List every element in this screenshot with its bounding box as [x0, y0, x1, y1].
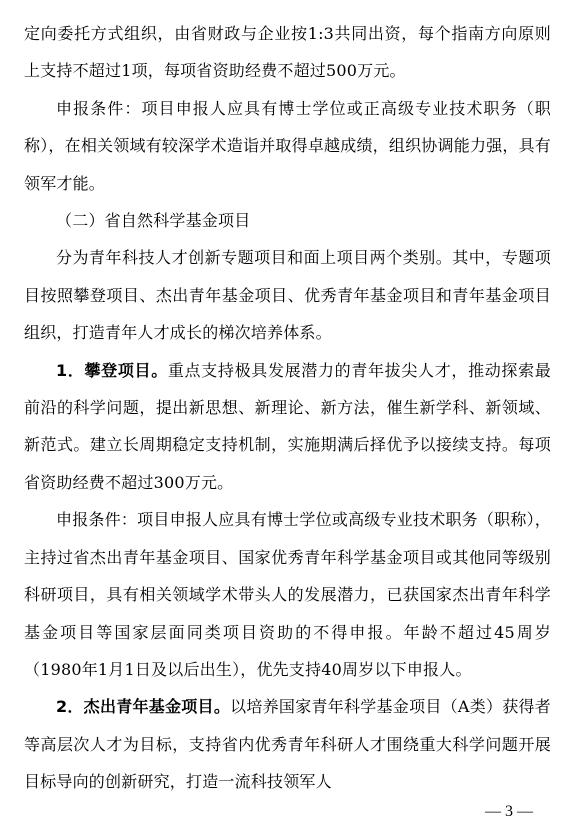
paragraph-conditions-1: 申报条件：项目申报人应具有博士学位或正高级专业技术职务（职称），在相关领域有较深学术造诣并取得卓越成绩，组织协调能力强，具有领军才能。	[24, 98, 551, 193]
paragraph-funding: 定向委托方式组织，由省财政与企业按1:3共同出资，每个指南方向原则上支持不超过1项，每项省资助经费不超过500万元。	[24, 24, 551, 81]
page-number: — 3 —	[485, 803, 533, 820]
paragraph-conditions-2: 申报条件：项目申报人应具有博士学位或高级专业技术职务（职称），主持过省杰出青年基金项目、国家优秀青年科学基金项目或其他同等级别科研项目，具有相关领域学术带头人的发展潜力，已获国家杰出青年科学基金项目等国家层面同类项目资助的不得申报。年龄不超过45周岁（1980年1月1日及以后出生），优先支持40周岁以下申报人。	[24, 510, 551, 679]
paragraph-categories: 分为青年科技人才创新专题项目和面上项目两个类别。其中，专题项目按照攀登项目、杰出青年基金项目、优秀青年基金项目和青年基金项目组织，打造青年人才成长的梯次培养体系。	[24, 248, 551, 343]
item-body-outstanding-youth: 以培养国家青年科学基金项目（A类）获得者等高层次人才为目标，支持省内优秀青年科研人才围绕重大科学问题开展目标导向的创新研究，打造一流科技领军人	[24, 697, 551, 792]
paragraph-climbing-project	[24, 352, 551, 502]
item-title-outstanding-youth: 2．杰出青年基金项目。	[56, 697, 231, 717]
section-heading: （二）省自然科学基金项目	[56, 211, 251, 231]
item-body-climbing: 重点支持极具发展潜力的青年拔尖人才，推动探索最前沿的科学问题，提出新思想、新理论、新方法，催生新学科、新领域、新范式。建立长周期稳定支持机制，实施期满后择优予以接续支持。每项省资助经费不超过300万元。	[24, 360, 551, 492]
item-title-climbing: 1．攀登项目。	[56, 360, 168, 380]
paragraph-outstanding-youth	[24, 688, 551, 800]
